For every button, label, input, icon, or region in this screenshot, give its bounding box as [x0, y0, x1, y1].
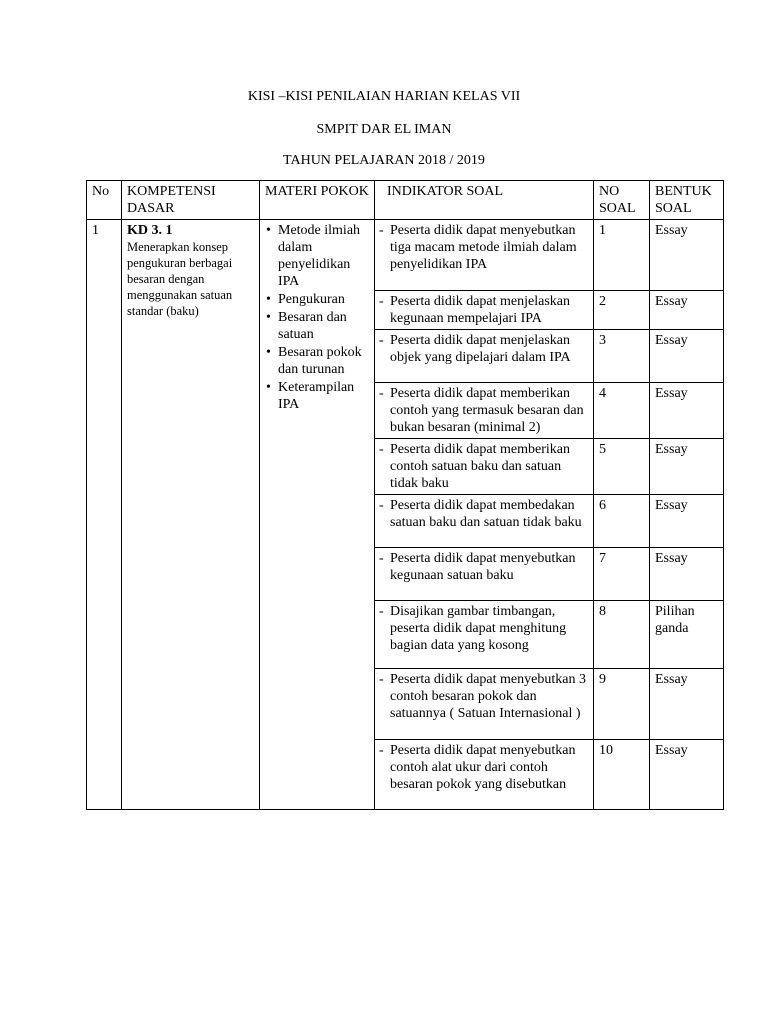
kd-description: Menerapkan konsep pengukuran berbagai besaran dengan menggunakan satuan standar (baku)	[127, 240, 233, 318]
no-soal-cell: 10	[594, 740, 650, 810]
bentuk-soal-cell: Essay	[650, 439, 724, 495]
table-row	[87, 220, 724, 291]
indikator-dash: -	[379, 386, 384, 401]
indikator-cell	[375, 495, 594, 548]
indikator-text: Peserta didik dapat menyebutkan tiga macam metode ilmiah dalam penyelidikan IPA	[390, 223, 577, 272]
indikator-cell	[375, 220, 594, 291]
materi-item: • Besaran pokok dan turunan	[278, 344, 370, 378]
indikator-dash: -	[379, 333, 384, 348]
indikator-cell	[375, 740, 594, 810]
no-soal-cell: 3	[594, 330, 650, 383]
bentuk-soal-cell: Essay	[650, 220, 724, 291]
bentuk-soal-cell: Pilihan ganda	[650, 601, 724, 669]
no-soal-cell: 5	[594, 439, 650, 495]
indikator-dash: -	[379, 672, 384, 687]
header-materi-pokok: MATERI POKOK	[260, 181, 375, 220]
indikator-text: Disajikan gambar timbangan, peserta didik dapat menghitung bagian data yang kosong	[390, 604, 567, 653]
header-indikator-soal: INDIKATOR SOAL	[375, 181, 594, 220]
indikator-text: Peserta didik dapat menyebutkan kegunaan satuan baku	[390, 551, 576, 583]
no-soal-cell: 9	[594, 669, 650, 740]
header-bentuk-soal: BENTUK SOAL	[650, 181, 724, 220]
academic-year: TAHUN PELAJARAN 2018 / 2019	[283, 153, 485, 168]
bentuk-soal-cell: Essay	[650, 740, 724, 810]
header-no: No	[87, 181, 122, 220]
indikator-text: Peserta didik dapat memberikan contoh yang termasuk besaran dan bukan besaran (minimal 2)	[390, 386, 584, 435]
bentuk-soal-cell: Essay	[650, 495, 724, 548]
bentuk-soal-cell: Essay	[650, 669, 724, 740]
indikator-cell	[375, 383, 594, 439]
materi-item: • Pengukuran	[278, 291, 370, 308]
school-name: SMPIT DAR EL IMAN	[316, 122, 452, 137]
no-soal-cell: 2	[594, 291, 650, 330]
indikator-cell	[375, 601, 594, 669]
kisi-table	[86, 180, 724, 810]
indikator-dash: -	[379, 442, 384, 457]
materi-item: • Besaran dan satuan	[278, 309, 370, 343]
no-soal-cell: 4	[594, 383, 650, 439]
indikator-dash: -	[379, 294, 384, 309]
materi-list	[265, 222, 370, 413]
indikator-text: Peserta didik dapat menyebutkan contoh alat ukur dari contoh besaran pokok yang disebutkan	[390, 743, 576, 792]
materi-item: • Metode ilmiah dalam penyelidikan IPA	[278, 222, 370, 290]
materi-pokok-cell	[260, 220, 375, 810]
indikator-dash: -	[379, 743, 384, 758]
indikator-dash: -	[379, 551, 384, 566]
row-number: 1	[87, 220, 122, 810]
table-header-row	[87, 181, 724, 220]
indikator-cell	[375, 330, 594, 383]
indikator-dash: -	[379, 498, 384, 513]
no-soal-cell: 6	[594, 495, 650, 548]
no-soal-cell: 8	[594, 601, 650, 669]
bentuk-soal-cell: Essay	[650, 291, 724, 330]
indikator-text: Peserta didik dapat menyebutkan 3 contoh besaran pokok dan satuannya ( Satuan Internasional )	[390, 672, 586, 721]
indikator-cell	[375, 439, 594, 495]
header-kompetensi-dasar: KOMPETENSI DASAR	[122, 181, 260, 220]
bentuk-soal-cell: Essay	[650, 548, 724, 601]
indikator-cell	[375, 548, 594, 601]
no-soal-cell: 1	[594, 220, 650, 291]
bentuk-soal-cell: Essay	[650, 383, 724, 439]
no-soal-cell: 7	[594, 548, 650, 601]
document-title: KISI –KISI PENILAIAN HARIAN KELAS VII	[247, 89, 521, 104]
materi-item: • Keterampilan IPA	[278, 379, 370, 413]
kompetensi-dasar-cell	[122, 220, 260, 810]
indikator-text: Peserta didik dapat memberikan contoh satuan baku dan satuan tidak baku	[390, 442, 570, 491]
indikator-dash: -	[379, 604, 384, 619]
indikator-text: Peserta didik dapat menjelaskan kegunaan mempelajari IPA	[390, 294, 570, 326]
indikator-cell	[375, 291, 594, 330]
indikator-text: Peserta didik dapat membedakan satuan baku dan satuan tidak baku	[390, 498, 582, 530]
kd-code: KD 3. 1	[127, 223, 173, 238]
bentuk-soal-cell: Essay	[650, 330, 724, 383]
indikator-text: Peserta didik dapat menjelaskan objek yang dipelajari dalam IPA	[390, 333, 571, 365]
indikator-cell	[375, 669, 594, 740]
indikator-dash: -	[379, 223, 384, 238]
header-no-soal: NO SOAL	[594, 181, 650, 220]
